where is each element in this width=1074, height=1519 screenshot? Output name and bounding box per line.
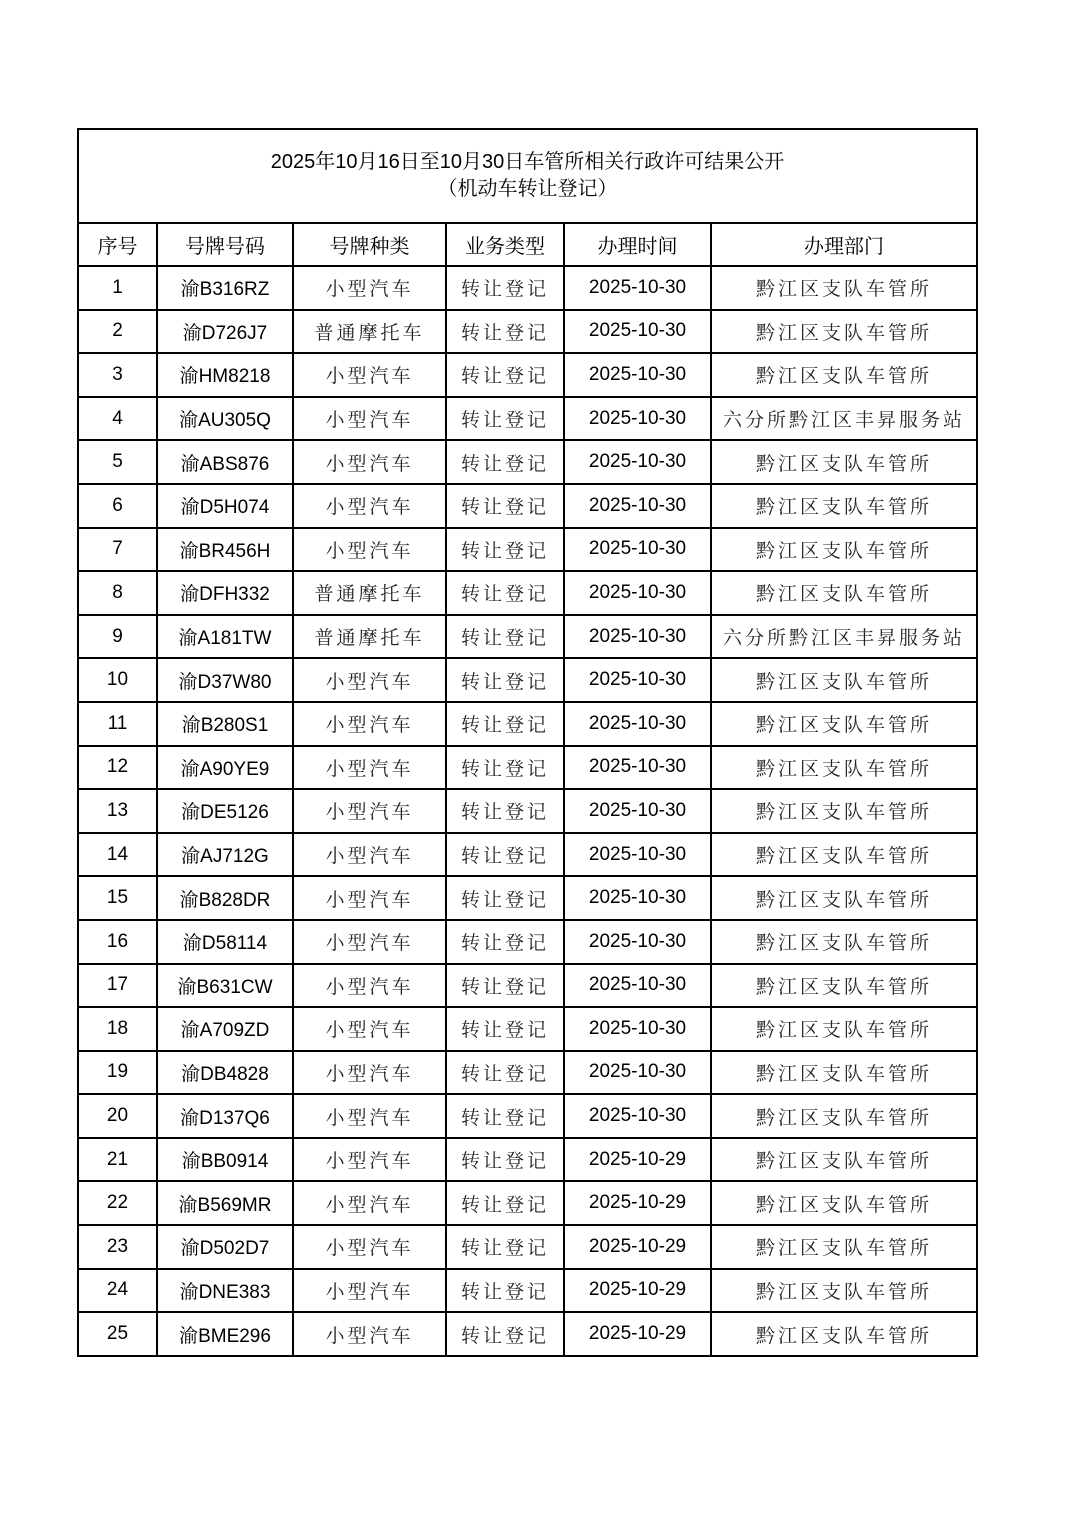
- cell-plate-type: 小型汽车: [293, 702, 446, 746]
- cell-no: 21: [78, 1138, 157, 1182]
- cell-date: 2025-10-30: [564, 1094, 711, 1138]
- cell-department: 黔江区支队车管所: [711, 920, 977, 964]
- table-row: [78, 1312, 977, 1356]
- cell-plate-type: 小型汽车: [293, 876, 446, 920]
- title-line-2: （机动车转让登记）: [437, 178, 618, 200]
- cell-no: 3: [78, 353, 157, 397]
- cell-plate-type: 小型汽车: [293, 440, 446, 484]
- cell-department: 黔江区支队车管所: [711, 876, 977, 920]
- column-header-no: 序号: [78, 223, 157, 266]
- cell-plate-type: 小型汽车: [293, 658, 446, 702]
- cell-plate: 渝DNE383: [157, 1269, 293, 1313]
- cell-department: 黔江区支队车管所: [711, 746, 977, 790]
- cell-no: 13: [78, 789, 157, 833]
- table-row: [78, 876, 977, 920]
- cell-no: 10: [78, 658, 157, 702]
- cell-date: 2025-10-29: [564, 1312, 711, 1356]
- column-header-business-type: 业务类型: [446, 223, 564, 266]
- cell-no: 17: [78, 964, 157, 1008]
- cell-plate-type: 小型汽车: [293, 1225, 446, 1269]
- title-line-1: 2025年10月16日至10月30日车管所相关行政许可结果公开: [270, 151, 785, 173]
- cell-no: 8: [78, 571, 157, 615]
- cell-department: 黔江区支队车管所: [711, 833, 977, 877]
- column-header-date: 办理时间: [564, 223, 711, 266]
- cell-plate: 渝BME296: [157, 1312, 293, 1356]
- cell-plate: 渝D37W80: [157, 658, 293, 702]
- cell-business-type: 转让登记: [446, 658, 564, 702]
- cell-business-type: 转让登记: [446, 528, 564, 572]
- table-row: [78, 746, 977, 790]
- cell-date: 2025-10-30: [564, 964, 711, 1008]
- cell-no: 18: [78, 1007, 157, 1051]
- cell-plate: 渝DFH332: [157, 571, 293, 615]
- cell-business-type: 转让登记: [446, 1094, 564, 1138]
- column-header-department: 办理部门: [711, 223, 977, 266]
- cell-business-type: 转让登记: [446, 310, 564, 354]
- cell-business-type: 转让登记: [446, 615, 564, 659]
- cell-business-type: 转让登记: [446, 484, 564, 528]
- cell-business-type: 转让登记: [446, 702, 564, 746]
- cell-department: 黔江区支队车管所: [711, 1269, 977, 1313]
- cell-plate: 渝B280S1: [157, 702, 293, 746]
- cell-department: 黔江区支队车管所: [711, 1181, 977, 1225]
- cell-plate: 渝B316RZ: [157, 266, 293, 310]
- cell-business-type: 转让登记: [446, 833, 564, 877]
- table-row: [78, 1094, 977, 1138]
- cell-plate: 渝HM8218: [157, 353, 293, 397]
- cell-plate: 渝D5H074: [157, 484, 293, 528]
- cell-no: 14: [78, 833, 157, 877]
- table-row: [78, 266, 977, 310]
- cell-plate: 渝AJ712G: [157, 833, 293, 877]
- cell-department: 黔江区支队车管所: [711, 1051, 977, 1095]
- cell-plate: 渝DE5126: [157, 789, 293, 833]
- cell-plate-type: 小型汽车: [293, 964, 446, 1008]
- cell-department: 黔江区支队车管所: [711, 1225, 977, 1269]
- cell-date: 2025-10-30: [564, 615, 711, 659]
- cell-department: 黔江区支队车管所: [711, 1007, 977, 1051]
- cell-no: 16: [78, 920, 157, 964]
- cell-date: 2025-10-30: [564, 310, 711, 354]
- table-row: [78, 1007, 977, 1051]
- cell-department: 黔江区支队车管所: [711, 789, 977, 833]
- cell-no: 23: [78, 1225, 157, 1269]
- cell-plate: 渝AU305Q: [157, 397, 293, 441]
- cell-plate: 渝BB0914: [157, 1138, 293, 1182]
- cell-plate: 渝DB4828: [157, 1051, 293, 1095]
- cell-business-type: 转让登记: [446, 876, 564, 920]
- table-row: [78, 833, 977, 877]
- cell-no: 24: [78, 1269, 157, 1313]
- cell-business-type: 转让登记: [446, 1007, 564, 1051]
- table-row: [78, 1138, 977, 1182]
- cell-department: 黔江区支队车管所: [711, 1094, 977, 1138]
- cell-plate-type: 小型汽车: [293, 746, 446, 790]
- cell-business-type: 转让登记: [446, 266, 564, 310]
- cell-no: 19: [78, 1051, 157, 1095]
- cell-date: 2025-10-30: [564, 658, 711, 702]
- cell-plate: 渝A181TW: [157, 615, 293, 659]
- cell-plate-type: 小型汽车: [293, 833, 446, 877]
- cell-date: 2025-10-30: [564, 440, 711, 484]
- cell-date: 2025-10-29: [564, 1181, 711, 1225]
- cell-department: 六分所黔江区丰昇服务站: [711, 397, 977, 441]
- table-header-row: [78, 223, 977, 266]
- cell-no: 9: [78, 615, 157, 659]
- cell-department: 黔江区支队车管所: [711, 702, 977, 746]
- cell-date: 2025-10-30: [564, 1051, 711, 1095]
- table-row: [78, 658, 977, 702]
- cell-business-type: 转让登记: [446, 789, 564, 833]
- cell-date: 2025-10-30: [564, 920, 711, 964]
- table-row: [78, 310, 977, 354]
- cell-department: 黔江区支队车管所: [711, 1312, 977, 1356]
- cell-date: 2025-10-30: [564, 702, 711, 746]
- cell-plate: 渝A90YE9: [157, 746, 293, 790]
- cell-date: 2025-10-30: [564, 1007, 711, 1051]
- cell-plate-type: 小型汽车: [293, 528, 446, 572]
- table-row: [78, 789, 977, 833]
- table-row: [78, 920, 977, 964]
- cell-date: 2025-10-30: [564, 876, 711, 920]
- cell-date: 2025-10-30: [564, 397, 711, 441]
- cell-business-type: 转让登记: [446, 1269, 564, 1313]
- table-row: [78, 571, 977, 615]
- cell-plate: 渝ABS876: [157, 440, 293, 484]
- cell-no: 20: [78, 1094, 157, 1138]
- cell-date: 2025-10-30: [564, 571, 711, 615]
- cell-business-type: 转让登记: [446, 353, 564, 397]
- cell-department: 黔江区支队车管所: [711, 484, 977, 528]
- cell-plate-type: 小型汽车: [293, 789, 446, 833]
- table-row: [78, 615, 977, 659]
- cell-department: 黔江区支队车管所: [711, 964, 977, 1008]
- cell-business-type: 转让登记: [446, 1312, 564, 1356]
- cell-date: 2025-10-30: [564, 789, 711, 833]
- cell-plate-type: 小型汽车: [293, 1094, 446, 1138]
- cell-business-type: 转让登记: [446, 746, 564, 790]
- cell-no: 12: [78, 746, 157, 790]
- cell-date: 2025-10-29: [564, 1225, 711, 1269]
- cell-business-type: 转让登记: [446, 1225, 564, 1269]
- cell-plate-type: 小型汽车: [293, 353, 446, 397]
- cell-plate: 渝D502D7: [157, 1225, 293, 1269]
- cell-department: 黔江区支队车管所: [711, 528, 977, 572]
- page-title: [78, 129, 977, 223]
- cell-no: 11: [78, 702, 157, 746]
- cell-no: 4: [78, 397, 157, 441]
- cell-plate-type: 小型汽车: [293, 1312, 446, 1356]
- table-row: [78, 440, 977, 484]
- cell-business-type: 转让登记: [446, 1138, 564, 1182]
- table-row: [78, 1225, 977, 1269]
- cell-plate-type: 小型汽车: [293, 397, 446, 441]
- cell-plate: 渝B828DR: [157, 876, 293, 920]
- cell-plate-type: 小型汽车: [293, 266, 446, 310]
- cell-department: 黔江区支队车管所: [711, 658, 977, 702]
- table-row: [78, 702, 977, 746]
- cell-department: 黔江区支队车管所: [711, 266, 977, 310]
- cell-department: 黔江区支队车管所: [711, 440, 977, 484]
- cell-plate-type: 小型汽车: [293, 1269, 446, 1313]
- cell-no: 22: [78, 1181, 157, 1225]
- cell-business-type: 转让登记: [446, 1051, 564, 1095]
- cell-no: 25: [78, 1312, 157, 1356]
- cell-plate: 渝D726J7: [157, 310, 293, 354]
- cell-plate-type: 普通摩托车: [293, 571, 446, 615]
- cell-date: 2025-10-30: [564, 353, 711, 397]
- cell-plate-type: 普通摩托车: [293, 310, 446, 354]
- table-row: [78, 484, 977, 528]
- table-row: [78, 1269, 977, 1313]
- cell-plate-type: 普通摩托车: [293, 615, 446, 659]
- cell-plate-type: 小型汽车: [293, 484, 446, 528]
- table-row: [78, 1181, 977, 1225]
- table-body: [78, 266, 977, 1356]
- cell-plate: 渝B631CW: [157, 964, 293, 1008]
- cell-department: 黔江区支队车管所: [711, 1138, 977, 1182]
- cell-plate-type: 小型汽车: [293, 1181, 446, 1225]
- cell-date: 2025-10-30: [564, 484, 711, 528]
- cell-plate-type: 小型汽车: [293, 1007, 446, 1051]
- cell-department: 六分所黔江区丰昇服务站: [711, 615, 977, 659]
- cell-plate-type: 小型汽车: [293, 1138, 446, 1182]
- cell-no: 7: [78, 528, 157, 572]
- cell-department: 黔江区支队车管所: [711, 310, 977, 354]
- cell-no: 6: [78, 484, 157, 528]
- results-table: [77, 128, 978, 1357]
- table-row: [78, 353, 977, 397]
- table-row: [78, 528, 977, 572]
- cell-date: 2025-10-29: [564, 1269, 711, 1313]
- column-header-plate: 号牌号码: [157, 223, 293, 266]
- cell-no: 1: [78, 266, 157, 310]
- cell-plate: 渝D58114: [157, 920, 293, 964]
- column-header-plate-type: 号牌种类: [293, 223, 446, 266]
- table-row: [78, 1051, 977, 1095]
- cell-no: 2: [78, 310, 157, 354]
- cell-department: 黔江区支队车管所: [711, 353, 977, 397]
- cell-plate: 渝BR456H: [157, 528, 293, 572]
- table-row: [78, 397, 977, 441]
- cell-date: 2025-10-30: [564, 833, 711, 877]
- cell-date: 2025-10-30: [564, 746, 711, 790]
- cell-business-type: 转让登记: [446, 440, 564, 484]
- cell-plate: 渝A709ZD: [157, 1007, 293, 1051]
- cell-date: 2025-10-29: [564, 1138, 711, 1182]
- cell-no: 5: [78, 440, 157, 484]
- cell-department: 黔江区支队车管所: [711, 571, 977, 615]
- cell-plate: 渝B569MR: [157, 1181, 293, 1225]
- cell-business-type: 转让登记: [446, 397, 564, 441]
- cell-business-type: 转让登记: [446, 1181, 564, 1225]
- cell-plate-type: 小型汽车: [293, 1051, 446, 1095]
- cell-date: 2025-10-30: [564, 266, 711, 310]
- cell-business-type: 转让登记: [446, 571, 564, 615]
- cell-plate: 渝D137Q6: [157, 1094, 293, 1138]
- table-row: [78, 964, 977, 1008]
- cell-business-type: 转让登记: [446, 920, 564, 964]
- cell-plate-type: 小型汽车: [293, 920, 446, 964]
- cell-business-type: 转让登记: [446, 964, 564, 1008]
- cell-date: 2025-10-30: [564, 528, 711, 572]
- cell-no: 15: [78, 876, 157, 920]
